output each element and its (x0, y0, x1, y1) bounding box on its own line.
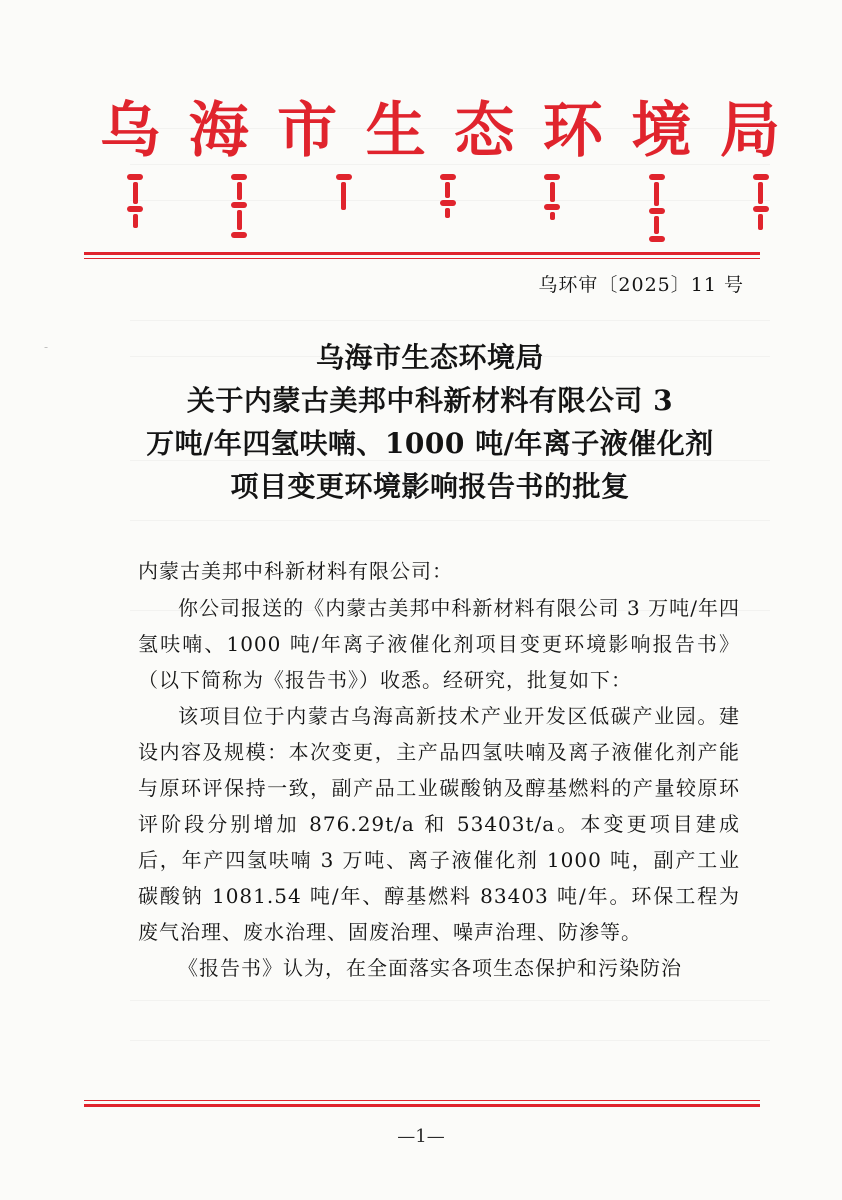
letterhead-char: 市 (277, 96, 338, 166)
addressee: 内蒙古美邦中科新材料有限公司： (138, 559, 453, 583)
bleed-through-line (130, 520, 770, 521)
title-line: 万吨/年四氢呋喃、1000 吨/年离子液催化剂 (146, 427, 714, 460)
letterhead-char: 乌 (100, 96, 160, 166)
letterhead-char: 局 (719, 96, 780, 166)
margin-mark: - (44, 340, 49, 354)
page-number: —1— (397, 1126, 445, 1147)
letterhead-char: 态 (454, 96, 515, 166)
body-paragraph: 该项目位于内蒙古乌海高新技术产业开发区低碳产业园。建设内容及规模：本次变更，主产品四氢呋喃及离子液催化剂产能与原环评保持一致，副产品工业碳酸钠及醇基燃料的产量较原环评阶段分别增加 876.29t/a 和 53403t/a。本变更项目建成后，年产四氢呋喃 3 万吨、离子液催化剂 1000 吨，副产工业碳酸钠 1081.54 吨/年、醇基燃料 83403 吨/年。环保工程为废气治理、废水治理、固废治理、噪声治理、防渗等。 (138, 704, 740, 944)
title-line: 项目变更环境影响报告书的批复 (230, 470, 630, 503)
letterhead-rule-thick (84, 252, 760, 255)
mongolian-word-glyph (431, 172, 465, 244)
document-number: 乌环审〔2025〕11 号 (538, 274, 744, 296)
letterhead-title (100, 96, 780, 166)
document-body (138, 590, 740, 986)
letterhead-char: 生 (365, 96, 426, 166)
bleed-through-line (130, 1000, 770, 1001)
letterhead-char: 海 (188, 96, 249, 166)
mongolian-script-letterhead (118, 172, 778, 244)
title-line: 乌海市生态环境局 (315, 341, 544, 374)
mongolian-word-glyph (535, 172, 569, 244)
mongolian-word-glyph (118, 172, 152, 244)
title-line: 关于内蒙古美邦中科新材料有限公司 3 (186, 384, 674, 417)
bleed-through-line (130, 1040, 770, 1041)
mongolian-word-glyph (640, 172, 674, 244)
letterhead-char: 境 (631, 96, 692, 166)
document-title (100, 336, 760, 508)
footer-rule-thick (84, 1104, 760, 1107)
bleed-through-line (130, 320, 770, 321)
mongolian-word-glyph (327, 172, 361, 244)
mongolian-word-glyph (222, 172, 256, 244)
body-paragraph: 《报告书》认为，在全面落实各项生态保护和污染防治 (178, 956, 682, 980)
footer-rule-thin (84, 1100, 760, 1101)
mongolian-word-glyph (744, 172, 778, 244)
letterhead-char: 环 (542, 96, 603, 166)
body-paragraph: 你公司报送的《内蒙古美邦中科新材料有限公司 3 万吨/年四氢呋喃、1000 吨/年离子液催化剂项目变更环境影响报告书》（以下简称为《报告书》）收悉。经研究，批复如下： (138, 596, 740, 692)
letterhead-rule-thin (84, 258, 760, 259)
